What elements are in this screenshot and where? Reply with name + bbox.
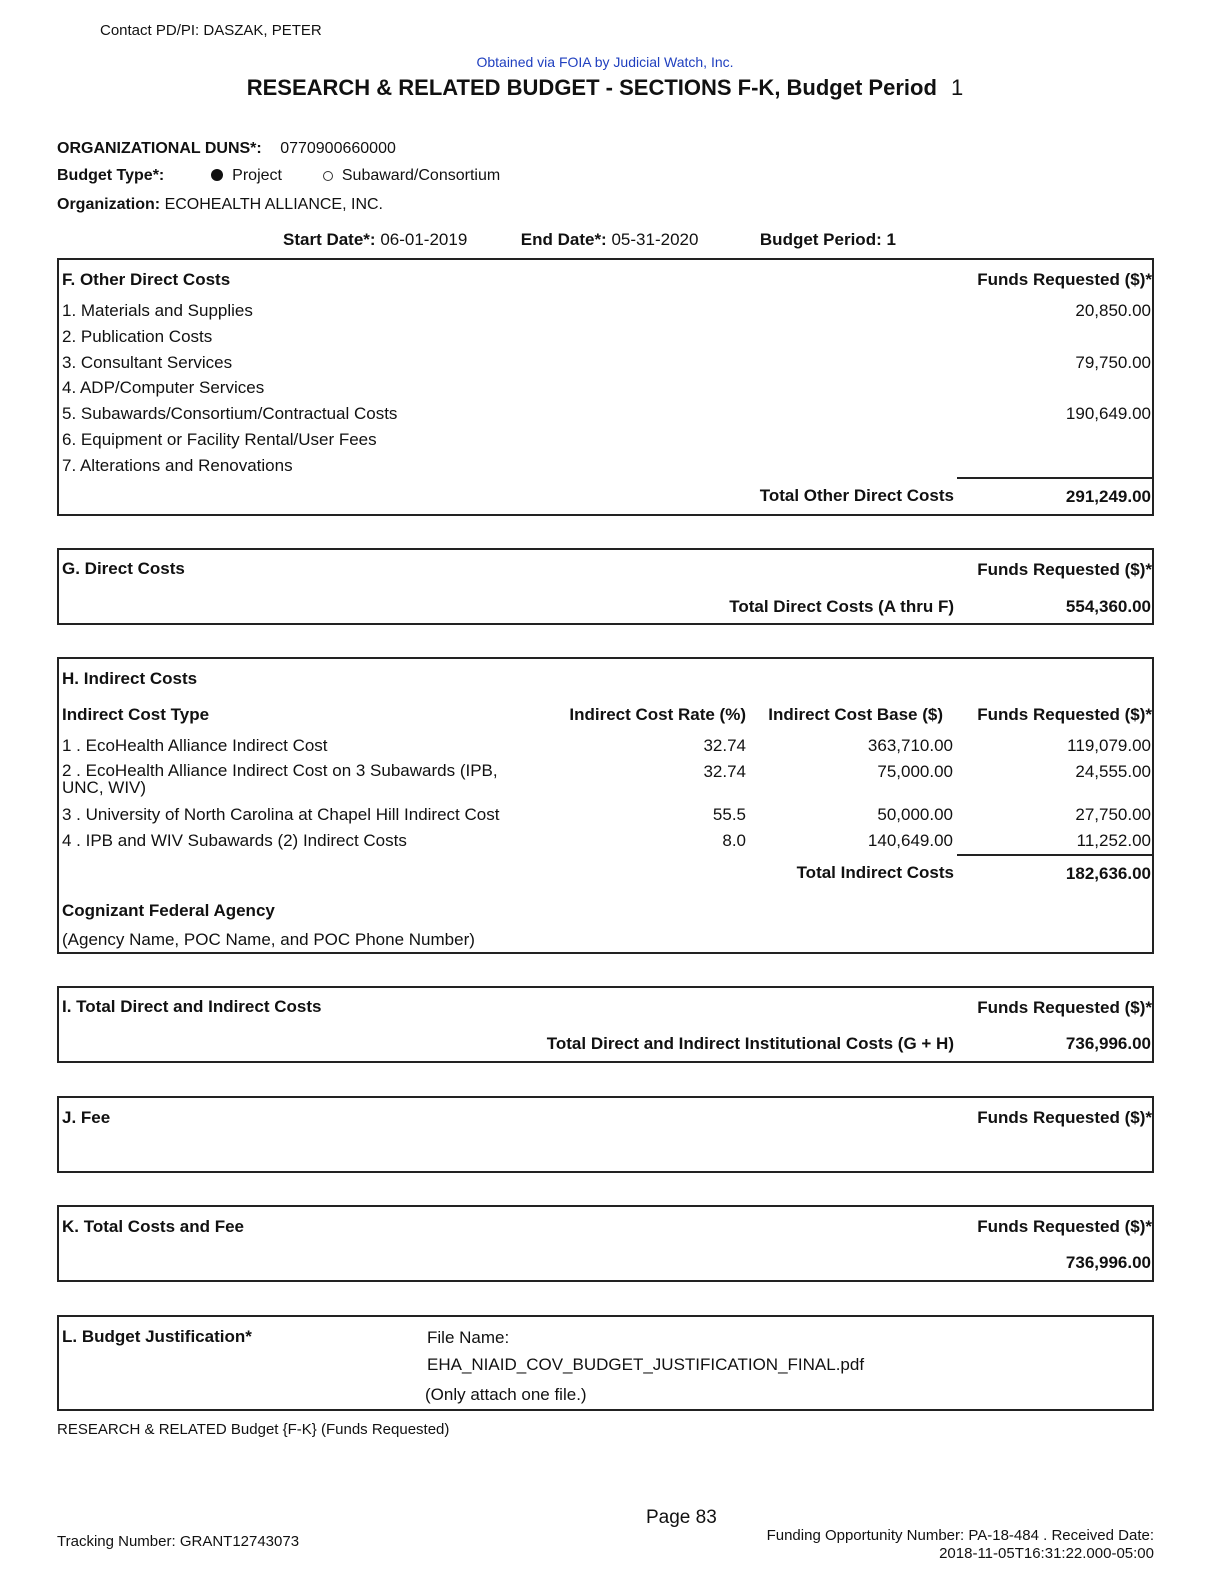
funding-opportunity-line2: 2018-11-05T16:31:22.000-05:00 <box>939 1545 1154 1562</box>
duns-value: 0770900660000 <box>280 140 396 157</box>
page-title-text: RESEARCH & RELATED BUDGET - SECTIONS F-K, Budget Period <box>246 75 937 100</box>
funds-requested-header: Funds Requested ($)* <box>977 1217 1152 1236</box>
table-row-funds: 119,079.00 <box>1067 736 1151 755</box>
table-row-base: 50,000.00 <box>877 805 953 824</box>
section-i-box <box>57 986 1154 1063</box>
budget-type-label: Budget Type*: <box>57 167 165 184</box>
budget-type-row <box>57 167 500 185</box>
attach-note: (Only attach one file.) <box>425 1385 587 1404</box>
list-item: 7. Alterations and Renovations <box>62 456 293 475</box>
funding-opportunity-line1: Funding Opportunity Number: PA-18-484 . Received Date: <box>766 1527 1154 1544</box>
total-direct-indirect-value: 736,996.00 <box>1065 1034 1151 1053</box>
page-number: Page 83 <box>646 1507 717 1528</box>
foia-note: Obtained via FOIA by Judicial Watch, Inc. <box>476 54 734 70</box>
table-row-type: 2 . EcoHealth Alliance Indirect Cost on 3 Subawards (IPB, UNC, WIV) <box>62 761 498 797</box>
table-row-base: 363,710.00 <box>867 736 953 755</box>
total-indirect-value: 182,636.00 <box>1065 864 1151 883</box>
cognizant-agency-hint: (Agency Name, POC Name, and POC Phone Number) <box>62 930 475 949</box>
section-k-box <box>57 1205 1154 1282</box>
cognizant-agency-label: Cognizant Federal Agency <box>62 901 275 920</box>
list-item-value: 79,750.00 <box>1075 353 1151 372</box>
section-f-box <box>57 258 1154 516</box>
total-other-direct-value: 291,249.00 <box>1065 487 1151 506</box>
radio-project[interactable] <box>211 167 282 184</box>
table-row-rate: 55.5 <box>712 805 746 824</box>
radio-project-label: Project <box>232 167 282 184</box>
section-g-title: G. Direct Costs <box>62 559 185 578</box>
section-f-title: F. Other Direct Costs <box>62 270 231 289</box>
radio-selected-icon <box>211 169 223 181</box>
table-row-type: 1 . EcoHealth Alliance Indirect Cost <box>62 736 328 755</box>
tracking-number: Tracking Number: GRANT12743073 <box>57 1533 300 1550</box>
total-other-direct-label: Total Other Direct Costs <box>759 486 954 505</box>
budget-period-value: 1 <box>886 230 896 249</box>
duns-row <box>57 140 396 158</box>
organization-label: Organization: <box>57 196 161 213</box>
section-l-title: L. Budget Justification* <box>62 1327 252 1346</box>
funds-requested-header: Funds Requested ($)* <box>977 998 1152 1017</box>
radio-unselected-icon <box>323 171 333 181</box>
funds-requested-header: Funds Requested ($)* <box>977 270 1152 289</box>
col-indirect-base: Indirect Cost Base ($) <box>768 705 943 724</box>
section-l-box <box>57 1315 1154 1411</box>
end-date-value: 05-31-2020 <box>611 230 699 249</box>
total-indirect-label: Total Indirect Costs <box>796 863 954 882</box>
budget-period-label: Budget Period: <box>759 230 882 249</box>
page-title <box>0 75 1210 101</box>
funding-opportunity <box>767 1527 1154 1563</box>
table-row-funds: 24,555.00 <box>1075 762 1151 781</box>
radio-subaward[interactable] <box>323 167 500 184</box>
table-row-rate: 32.74 <box>703 736 746 755</box>
total-divider <box>957 854 1154 856</box>
section-h-box <box>57 657 1154 954</box>
table-row-type: 4 . IPB and WIV Subawards (2) Indirect Costs <box>62 831 407 850</box>
section-g-box <box>57 548 1154 625</box>
total-direct-value: 554,360.00 <box>1065 597 1151 616</box>
duns-label: ORGANIZATIONAL DUNS*: <box>57 140 262 157</box>
section-j-box <box>57 1096 1154 1173</box>
col-indirect-type: Indirect Cost Type <box>62 705 210 724</box>
start-date-label: Start Date*: <box>283 230 376 249</box>
total-direct-indirect-label: Total Direct and Indirect Institutional Costs (G + H) <box>546 1034 954 1053</box>
funds-requested-header: Funds Requested ($)* <box>977 1108 1152 1127</box>
list-item-value: 20,850.00 <box>1075 301 1151 320</box>
table-row-base: 140,649.00 <box>867 831 953 850</box>
contact-pi: Contact PD/PI: DASZAK, PETER <box>100 22 322 39</box>
table-row-funds: 11,252.00 <box>1076 831 1151 850</box>
section-h-title: H. Indirect Costs <box>62 669 198 688</box>
section-j-title: J. Fee <box>62 1108 111 1127</box>
section-i-title: I. Total Direct and Indirect Costs <box>62 997 322 1016</box>
table-row-rate: 32.74 <box>703 762 746 781</box>
list-item-value: 190,649.00 <box>1065 404 1151 423</box>
table-row-funds: 27,750.00 <box>1075 805 1151 824</box>
page-title-period: 1 <box>951 75 964 100</box>
table-row-rate: 8.0 <box>722 831 746 850</box>
col-indirect-rate: Indirect Cost Rate (%) <box>569 705 746 724</box>
table-row-type: 3 . University of North Carolina at Chapel Hill Indirect Cost <box>62 805 500 824</box>
list-item: 1. Materials and Supplies <box>62 301 253 320</box>
organization-row <box>57 196 383 214</box>
list-item: 2. Publication Costs <box>62 327 213 346</box>
section-k-title: K. Total Costs and Fee <box>62 1217 244 1236</box>
list-item: 3. Consultant Services <box>62 353 233 372</box>
total-divider <box>957 477 1154 479</box>
attached-file-link[interactable]: EHA_NIAID_COV_BUDGET_JUSTIFICATION_FINAL.pdf <box>427 1355 865 1374</box>
dates-row <box>283 230 896 250</box>
end-date-label: End Date*: <box>520 230 607 249</box>
list-item: 6. Equipment or Facility Rental/User Fees <box>62 430 377 449</box>
table-row-base: 75,000.00 <box>877 762 953 781</box>
funds-requested-header: Funds Requested ($)* <box>977 705 1152 724</box>
file-name-label: File Name: <box>427 1328 510 1347</box>
funds-requested-header: Funds Requested ($)* <box>977 560 1152 579</box>
radio-subaward-label: Subaward/Consortium <box>341 167 501 184</box>
list-item: 4. ADP/Computer Services <box>62 378 265 397</box>
form-name: RESEARCH & RELATED Budget {F-K} (Funds Requested) <box>57 1421 450 1438</box>
organization-value: ECOHEALTH ALLIANCE, INC. <box>164 196 383 213</box>
start-date-value: 06-01-2019 <box>380 230 468 249</box>
total-costs-fee-value: 736,996.00 <box>1065 1253 1151 1272</box>
total-direct-label: Total Direct Costs (A thru F) <box>729 597 954 616</box>
list-item: 5. Subawards/Consortium/Contractual Costs <box>62 404 398 423</box>
